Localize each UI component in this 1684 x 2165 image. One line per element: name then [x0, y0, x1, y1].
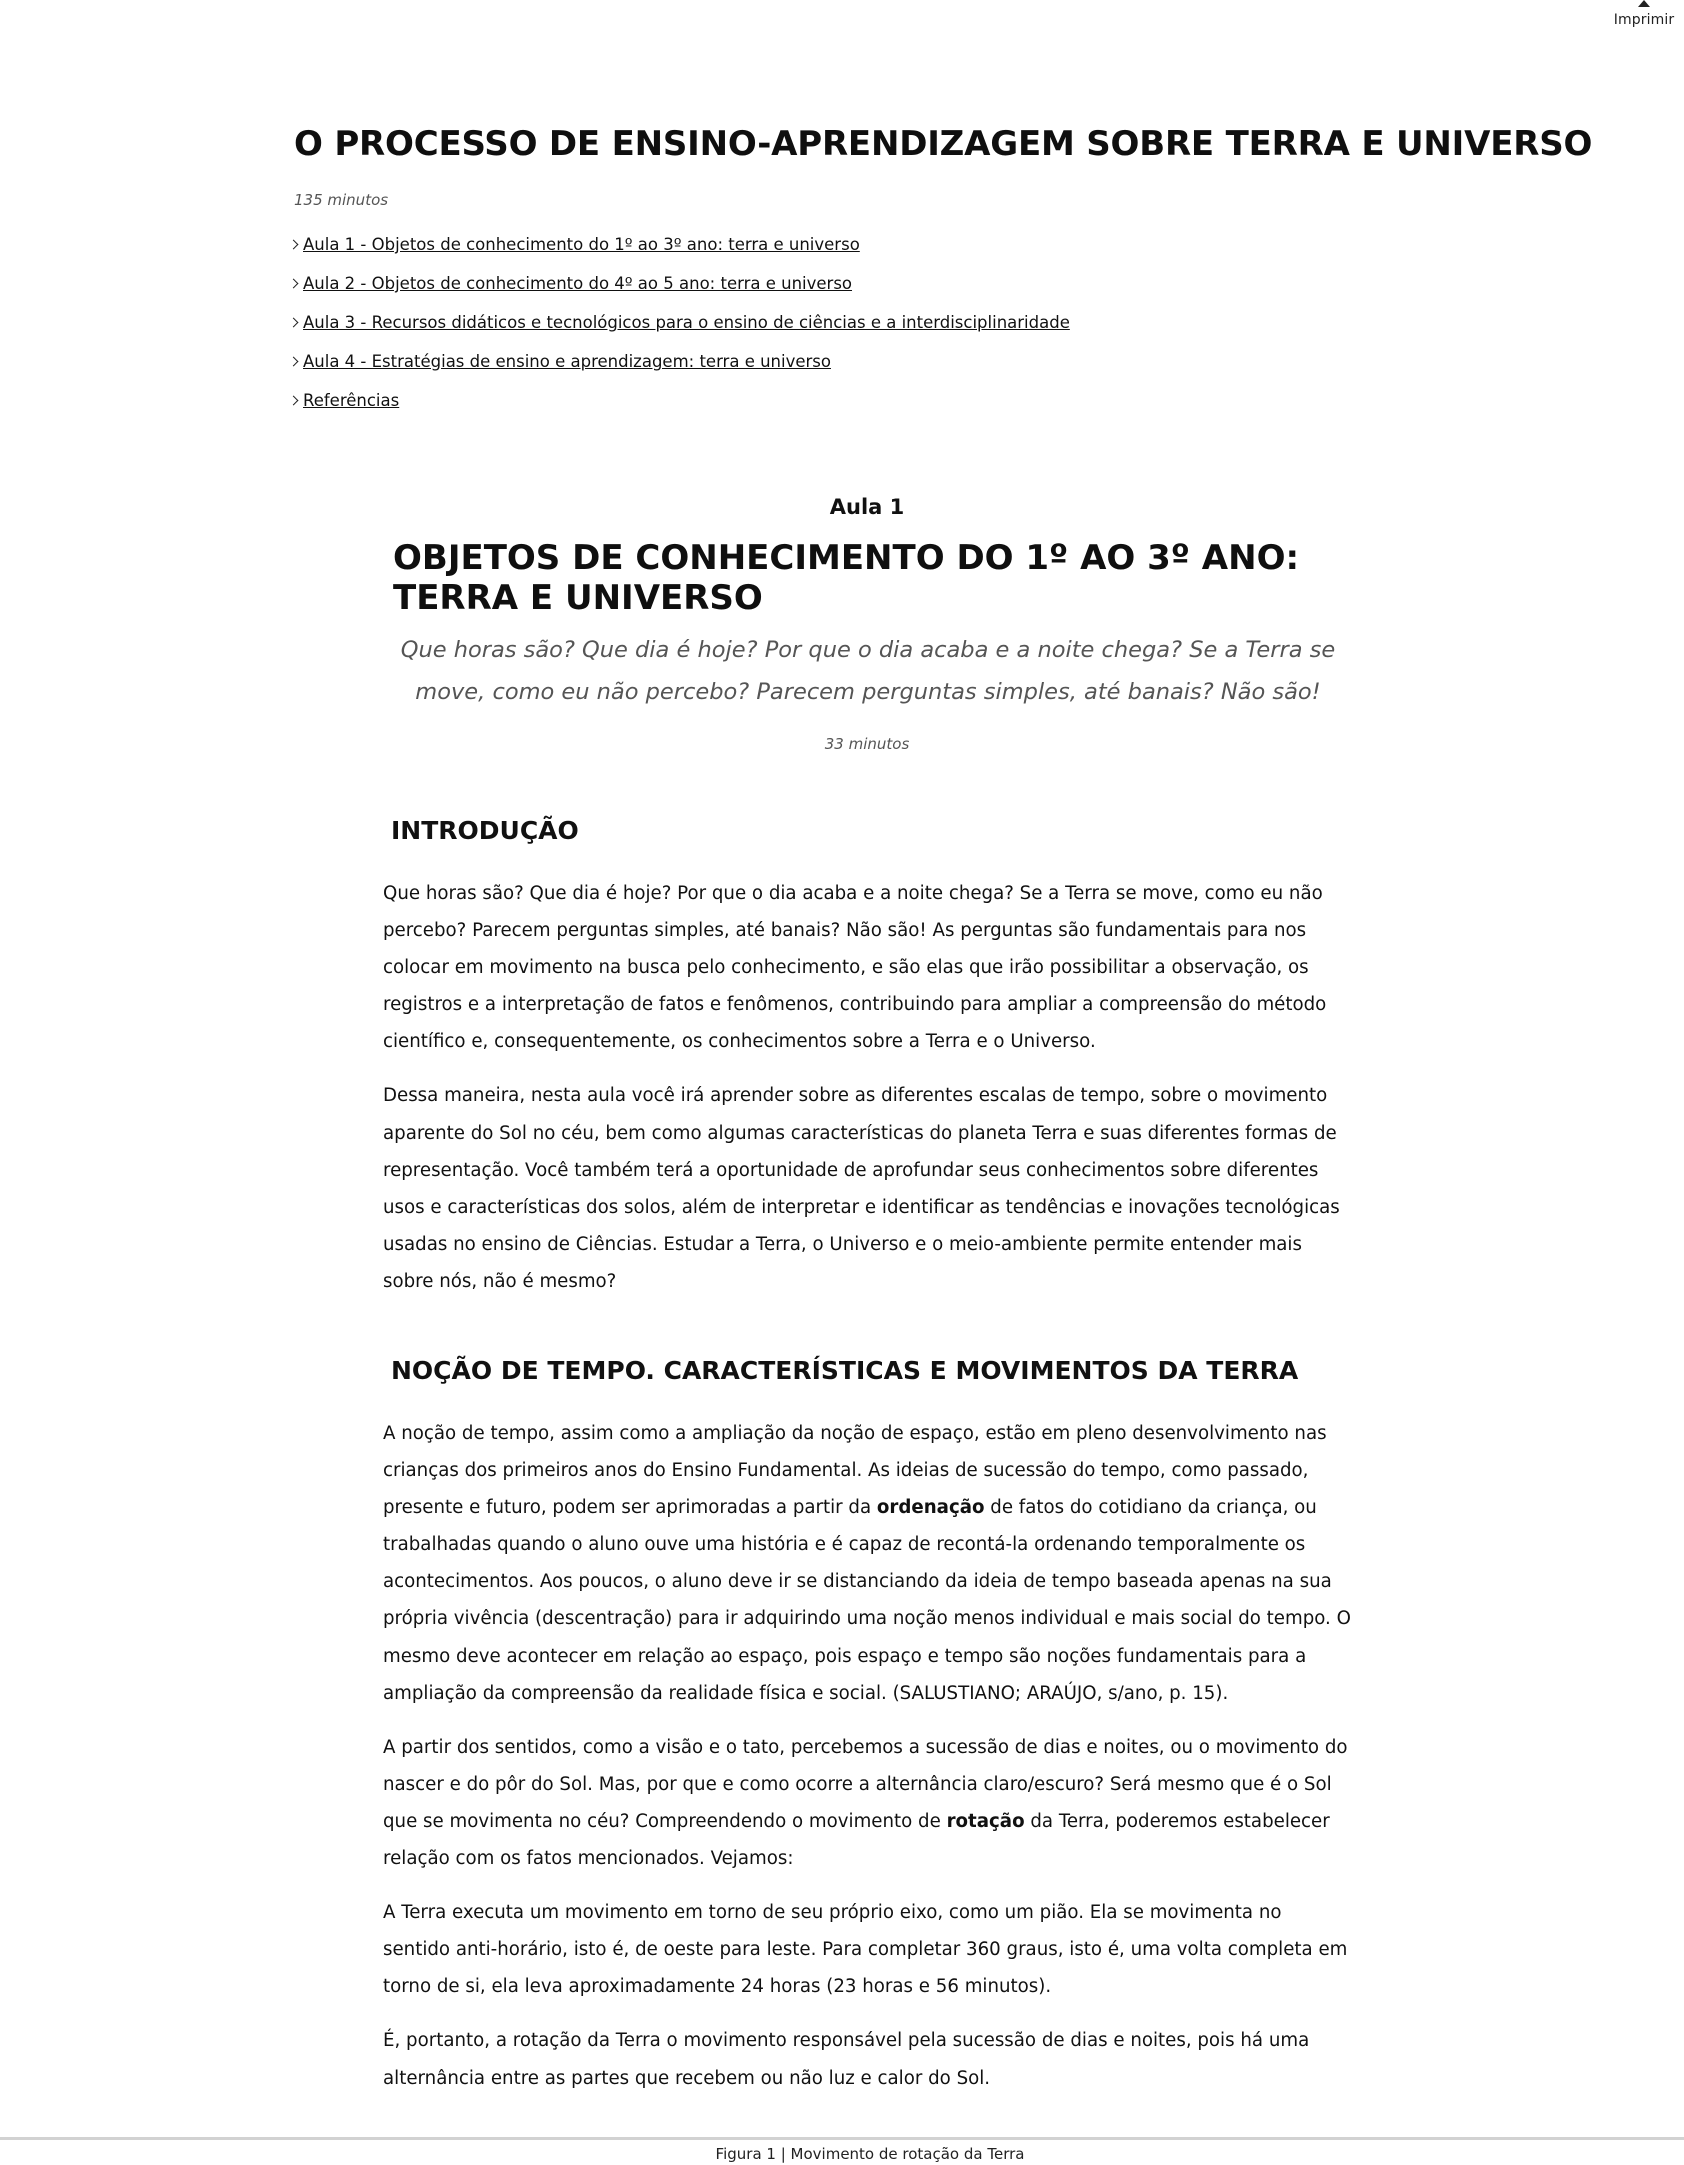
table-of-contents	[290, 232, 1070, 427]
figure-caption: Figura 1 | Movimento de rotação da Terra	[715, 2145, 1025, 2163]
lesson-label: Aula 1	[829, 495, 905, 519]
print-label: Imprimir	[1613, 12, 1675, 28]
toc-link-referencias[interactable]: Referências	[303, 391, 400, 410]
section-paragraph-1	[383, 1415, 1353, 1712]
toc-link-aula-3[interactable]: Aula 3 - Recursos didáticos e tecnológicos para o ensino de ciências e a interdisciplinaridade	[303, 313, 1070, 332]
lesson-duration: 33 minutos	[824, 735, 910, 753]
chevron-right-icon	[289, 240, 299, 250]
intro-paragraph-1: Que horas são? Que dia é hoje? Por que o dia acaba e a noite chega? Se a Terra se move, como eu não percebo? Parecem perguntas simples, até banais? Não são! As perguntas são fundamentais para nos colocar em movimento na busca pelo conhecimento, e são elas que irão possibilitar a observação, os registros e a interpretação de fatos e fenômenos, contribuindo para ampliar a compreensão do método científico e, consequentemente, os conhecimentos sobre a Terra e o Universo.	[383, 883, 1327, 1053]
toc-item-aula-3	[290, 310, 1070, 349]
section-paragraph-3: A Terra executa um movimento em torno de seu próprio eixo, como um pião. Ela se movimenta no sentido anti-horário, isto é, de oeste para leste. Para completar 360 graus, isto é, uma volta completa em torno de si, ela leva aproximadamente 24 horas (23 horas e 56 minutos).	[383, 1902, 1348, 1998]
section-heading-tempo: NOÇÃO DE TEMPO. CARACTERÍSTICAS E MOVIMENTOS DA TERRA	[391, 1356, 1299, 1385]
course-duration: 135 minutos	[294, 191, 389, 209]
toc-item-referencias	[290, 388, 1070, 427]
section-paragraph-4: É, portanto, a rotação da Terra o movimento responsável pela sucessão de dias e noites, pois há uma alternância entre as partes que recebem ou não luz e calor do Sol.	[383, 2030, 1310, 2089]
bold-term-ordenacao: ordenação	[876, 1497, 985, 1519]
lesson-title: OBJETOS DE CONHECIMENTO DO 1º AO 3º ANO: TERRA E UNIVERSO	[393, 538, 1300, 618]
toc-link-aula-2[interactable]: Aula 2 - Objetos de conhecimento do 4º ao 5 ano: terra e universo	[303, 274, 853, 293]
text-run: da Terra, poderemos estabelecer relação com os fatos mencionados. Vejamos:	[383, 1810, 1330, 1870]
toc-link-aula-1[interactable]: Aula 1 - Objetos de conhecimento do 1º ao 3º ano: terra e universo	[303, 235, 860, 254]
toc-item-aula-4	[290, 349, 1070, 388]
toc-link-aula-4[interactable]: Aula 4 - Estratégias de ensino e aprendizagem: terra e universo	[303, 352, 831, 371]
intro-body	[383, 875, 1353, 1317]
intro-paragraph-2: Dessa maneira, nesta aula você irá aprender sobre as diferentes escalas de tempo, sobre o movimento aparente do Sol no céu, bem como algumas características do planeta Terra e suas diferentes formas de representação. Você também terá a oportunidade de aprofundar seus conhecimentos sobre diferentes usos e características dos solos, além de interpretar e identificar as tendências e inovações tecnológicas usadas no ensino de Ciências. Estudar a Terra, o Universo e o meio-ambiente permite entender mais sobre nós, não é mesmo?	[383, 1085, 1340, 1292]
intro-heading: INTRODUÇÃO	[391, 816, 579, 845]
text-run: de fatos do cotidiano da criança, ou trabalhadas quando o aluno ouve uma história e é capaz de recontá-la ordenando temporalmente os acontecimentos. Aos poucos, o aluno deve ir se distanciando da ideia de tempo baseada apenas na sua própria vivência (descentração) para ir adquirindo uma noção menos individual e mais social do tempo. O mesmo deve acontecer em relação ao espaço, pois espaço e tempo são noções fundamentais para a ampliação da compreensão da realidade física e social. (SALUSTIANO; ARAÚJO, s/ano, p. 15).	[383, 1497, 1351, 1704]
print-button[interactable]	[1613, 0, 1675, 28]
text-run: A noção de tempo, assim como a ampliação da noção de espaço, estão em pleno desenvolvimento nas crianças dos primeiros anos do Ensino Fundamental. As ideias de sucessão do tempo, como passado, presente e futuro, podem ser aprimoradas a partir da	[383, 1423, 1327, 1519]
print-arrow-icon	[1638, 0, 1650, 7]
chevron-right-icon	[289, 279, 299, 289]
text-run: A partir dos sentidos, como a visão e o tato, percebemos a sucessão de dias e noites, ou o movimento do nascer e do pôr do Sol. Mas, por que e como ocorre a alternância claro/escuro? Será mesmo que é o Sol que se movimenta no céu? Compreendendo o movimento de	[383, 1736, 1348, 1832]
page-title: O PROCESSO DE ENSINO-APRENDIZAGEM SOBRE TERRA E UNIVERSO	[294, 124, 1593, 164]
toc-item-aula-2	[290, 271, 1070, 310]
figure-divider	[0, 2137, 1684, 2140]
bold-term-rotacao: rotação	[946, 1810, 1025, 1832]
section-paragraph-2	[383, 1729, 1353, 1877]
section-body-tempo	[383, 1415, 1353, 2114]
chevron-right-icon	[289, 318, 299, 328]
chevron-right-icon	[289, 357, 299, 367]
chevron-right-icon	[289, 396, 299, 406]
toc-item-aula-1	[290, 232, 1070, 271]
lesson-quote: Que horas são? Que dia é hoje? Por que o dia acaba e a noite chega? Se a Terra se move, como eu não percebo? Parecem perguntas simples, até banais? Não são!	[400, 637, 1336, 705]
